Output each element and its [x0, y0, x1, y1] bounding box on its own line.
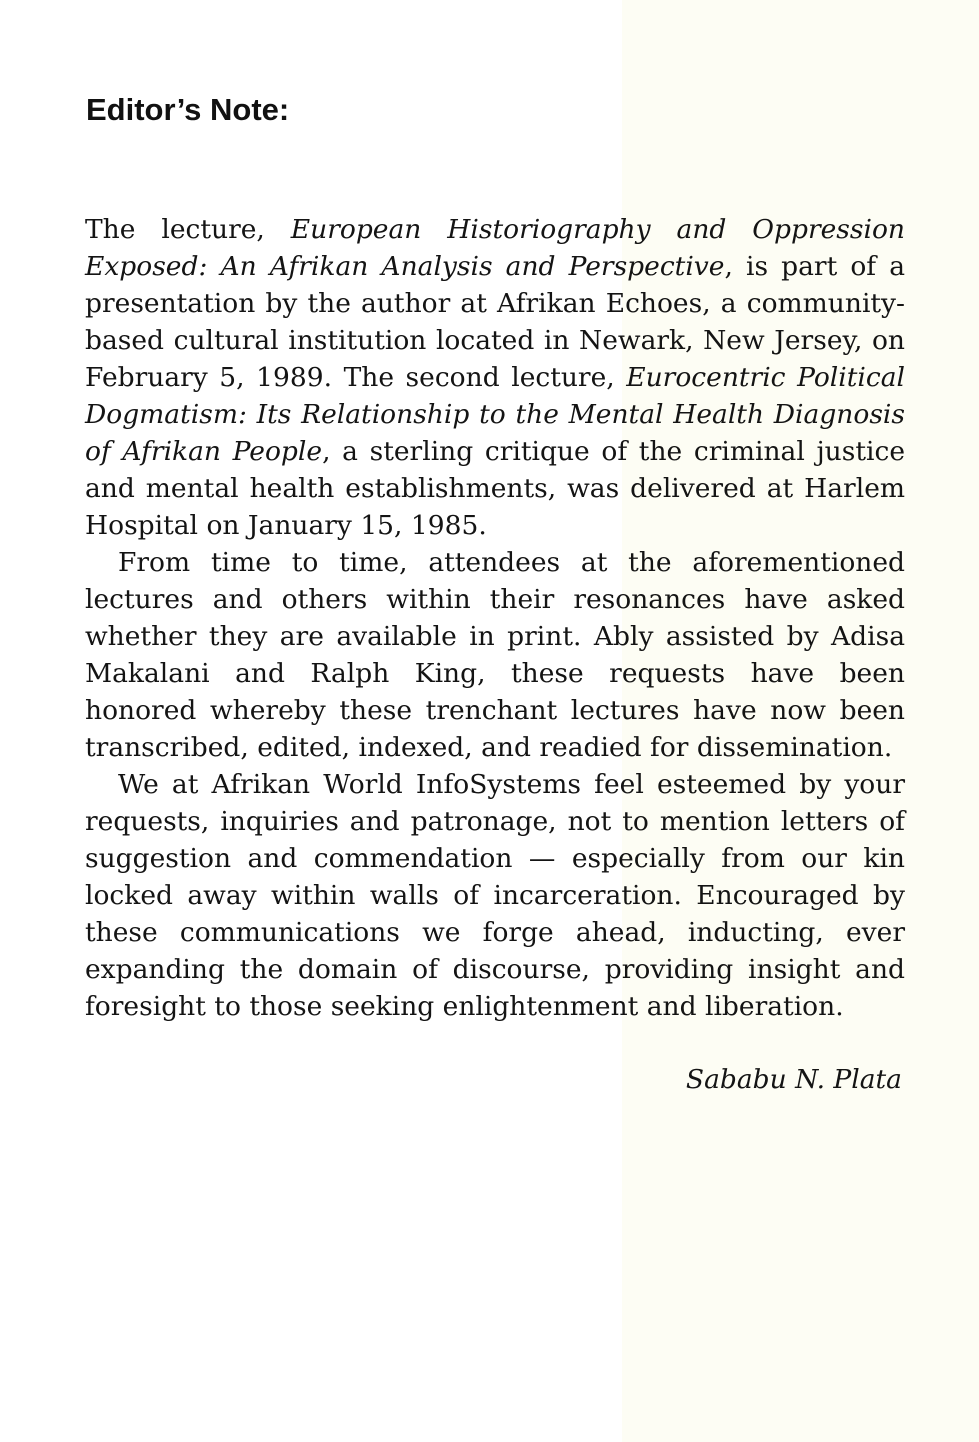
signature: Sababu N. Plata: [685, 1064, 902, 1095]
page-title: Editor’s Note:: [86, 92, 290, 127]
paragraph-1: [85, 211, 905, 544]
lecture-title-2: Eurocentric Political Dogmatism: Its Relationship to the Mental Health Diagnosis of Afrikan People: [85, 362, 905, 467]
paragraph-1-lead: The lecture,: [85, 214, 291, 245]
lecture-title-1: European Historiography and Oppression Exposed: An Afrikan Analysis and Perspective: [85, 214, 905, 282]
paragraph-2: From time to time, attendees at the aforementioned lectures and others within their resonances have asked whether they are available in print. Ably assisted by Adisa Makalani and Ralph King, these requests have been honored whereby these trenchant lectures have now been transcribed, edited, indexed, and readied for dissemination.: [85, 547, 905, 763]
editors-note-body: [85, 211, 905, 1025]
paragraph-1-mid: , is part of a presentation by the author at Afrikan Echoes, a community-based cultural institution located in Newark, New Jersey, on February 5, 1989. The second lecture,: [85, 251, 905, 393]
paragraph-1-tail: , a sterling critique of the criminal justice and mental health establishments, was delivered at Harlem Hospital on January 15, 1985.: [85, 436, 906, 541]
paragraph-3: We at Afrikan World InfoSystems feel esteemed by your requests, inquiries and patronage, not to mention letters of suggestion and commendation — especially from our kin locked away within walls of incarceration. Encouraged by these communications we forge ahead, inducting, ever expanding the domain of discourse, providing insight and foresight to those seeking enlightenment and liberation.: [85, 769, 905, 1022]
